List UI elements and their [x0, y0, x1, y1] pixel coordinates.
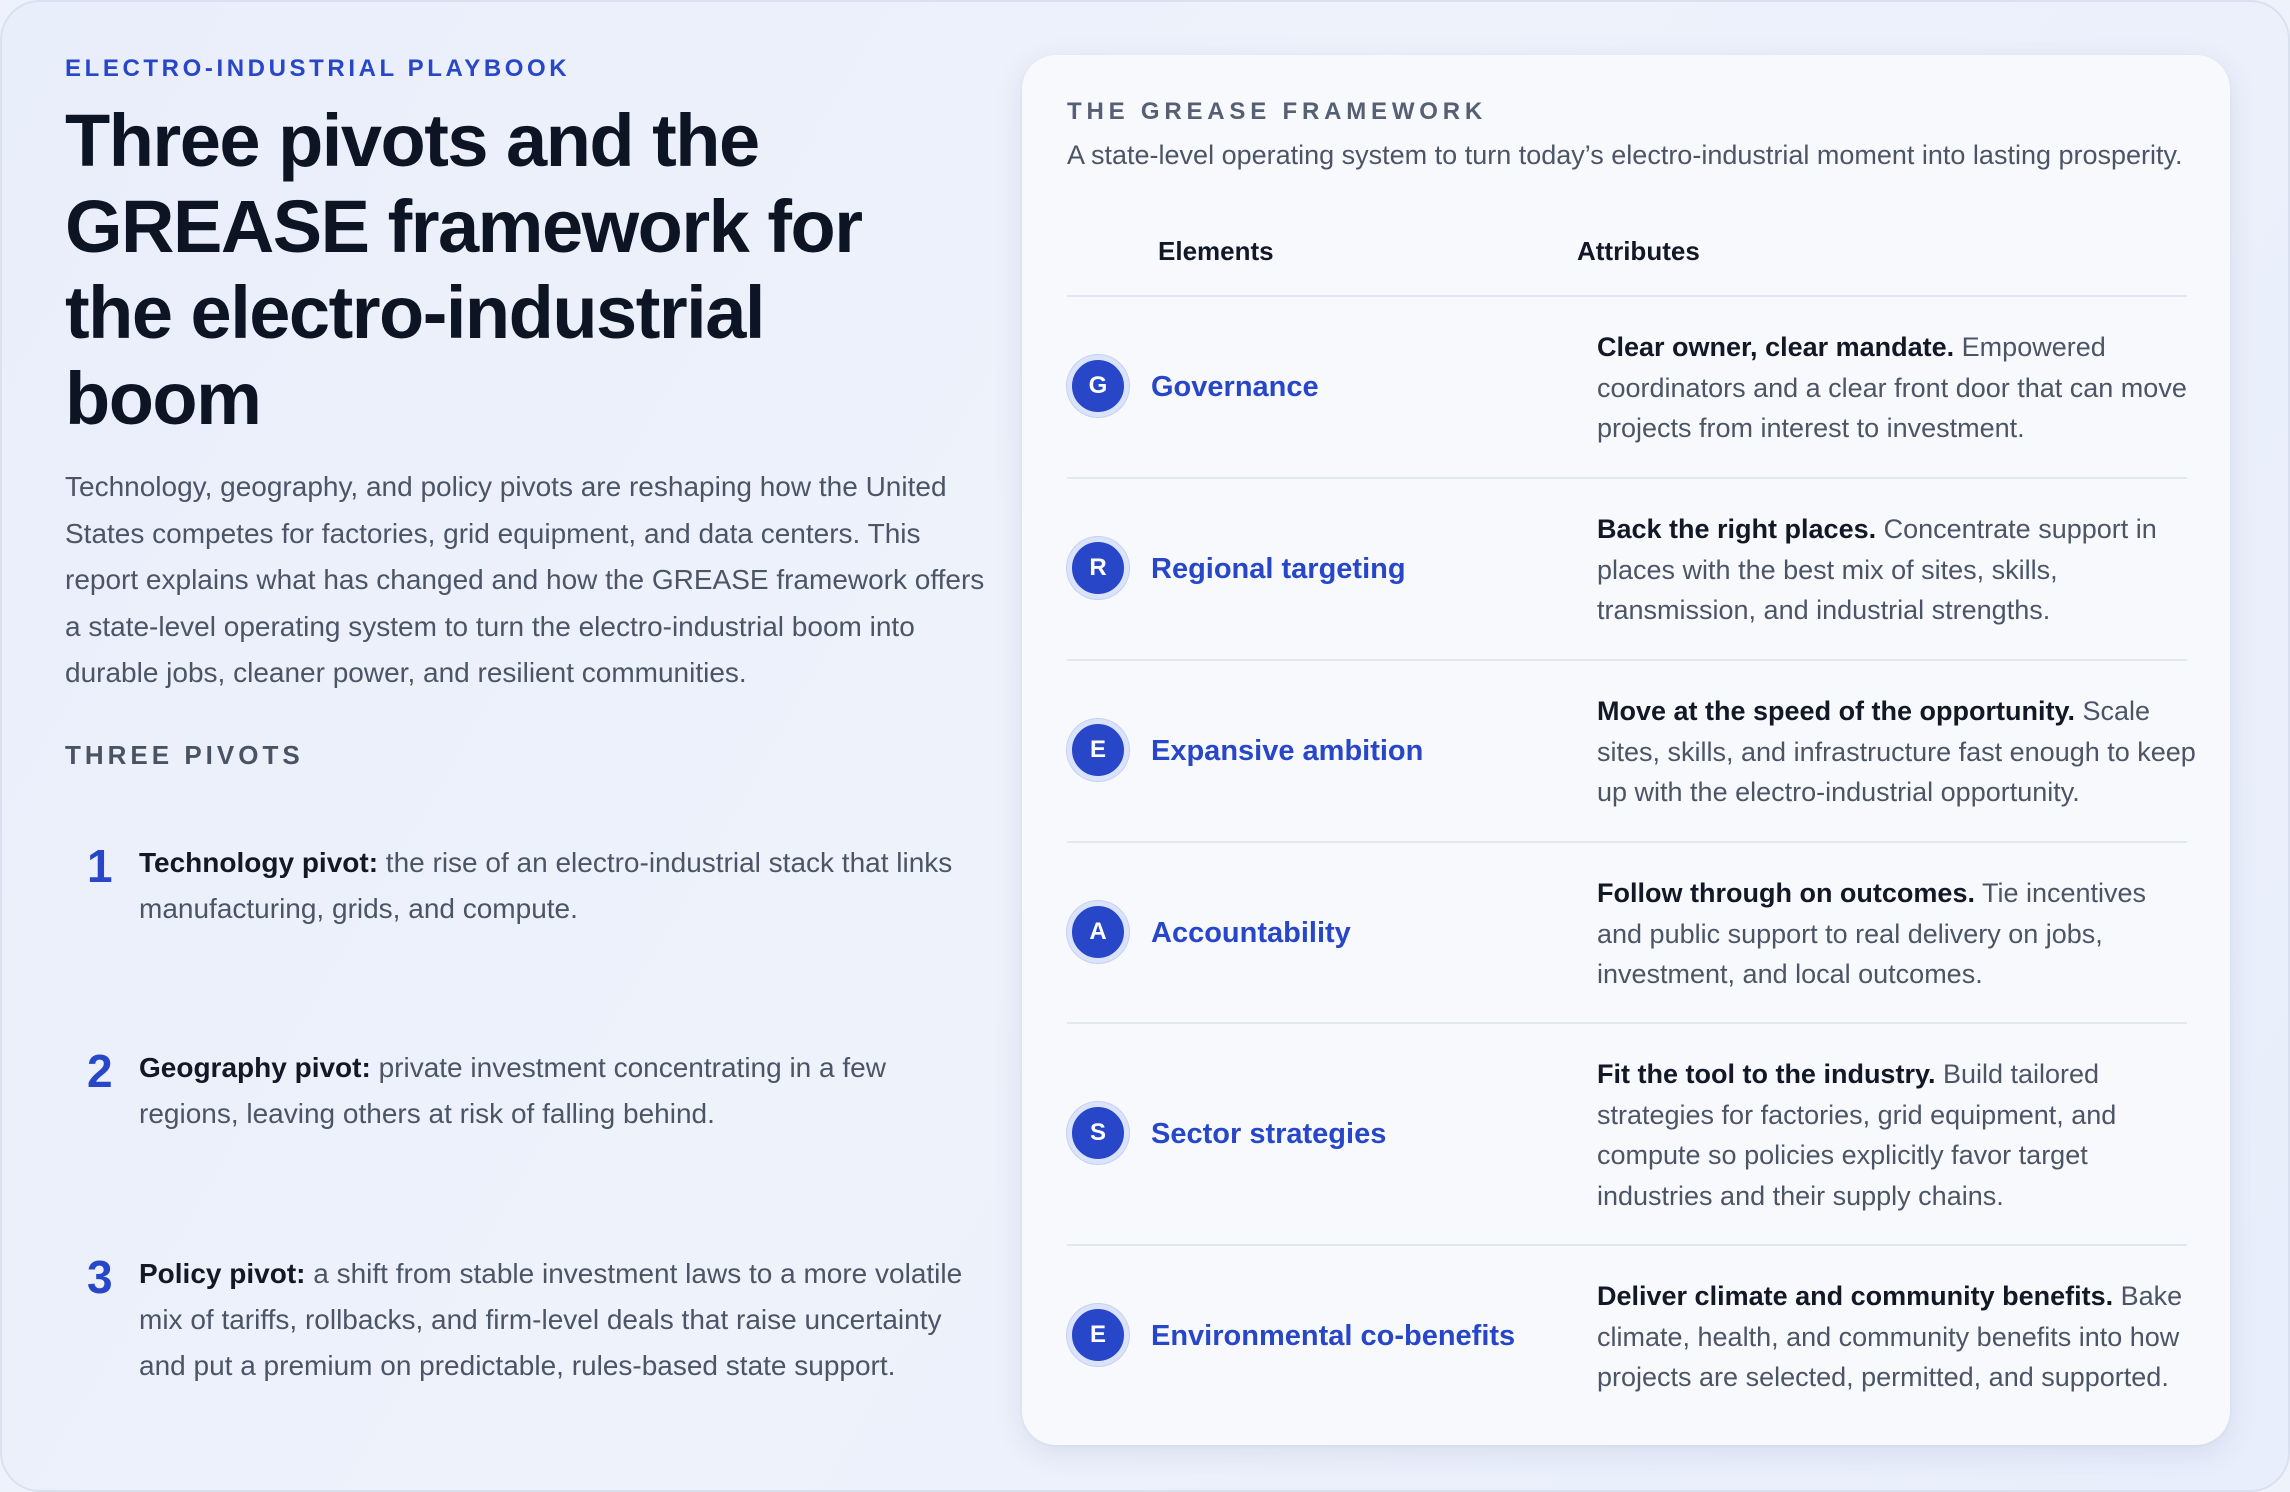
pivot-body: the rise of an electro-industrial stack that links manufacturing, grids, and compute. [139, 847, 953, 924]
element-name: Accountability [1151, 917, 1351, 949]
panel-subtitle: A state-level operating system to turn today’s electro-industrial moment into lasting prosperity. [1067, 140, 2183, 170]
letter-badge: S [1067, 1102, 1129, 1164]
element-attribute [1597, 509, 2197, 631]
left-column [65, 54, 985, 771]
grease-framework-panel [1022, 55, 2230, 1445]
pivot-number: 3 [87, 1251, 113, 1303]
element-attribute [1597, 873, 2197, 995]
pivot-text [139, 1045, 969, 1137]
attribute-lead: Follow through on outcomes. [1597, 878, 1975, 908]
attribute-body: Concentrate support in places with the best mix of sites, skills, transmission, and industrial strengths. [1597, 514, 2157, 625]
table-row-sector-strategies [1067, 1022, 2187, 1244]
pivot-lead: Technology pivot: [139, 847, 379, 878]
pivot-lead: Policy pivot: [139, 1258, 306, 1289]
element-name: Regional targeting [1151, 553, 1406, 585]
element-name: Environmental co-benefits [1151, 1320, 1516, 1352]
pivot-text [139, 1251, 969, 1389]
attribute-body: Bake climate, health, and community benefits into how projects are selected, permitted, and supported. [1597, 1281, 2183, 1392]
element-attribute [1597, 691, 2197, 813]
intro-paragraph: Technology, geography, and policy pivots are reshaping how the United States competes for factories, grid equipment, and data centers. This report explains what has changed and how the GREASE framework offers a state-level operating system to turn the electro-industrial boom into durable jobs, cleaner power, and resilient communities. [65, 471, 985, 688]
table-row-environmental-co-benefits [1067, 1244, 2187, 1426]
attribute-body: Scale sites, skills, and infrastructure fast enough to keep up with the electro-industrial opportunity. [1597, 696, 2196, 807]
letter-badge: A [1067, 901, 1129, 963]
attribute-lead: Move at the speed of the opportunity. [1597, 696, 2076, 726]
element-name: Expansive ambition [1151, 735, 1424, 767]
element-attribute [1597, 1054, 2197, 1216]
pivot-number: 2 [87, 1045, 113, 1097]
attribute-lead: Back the right places. [1597, 514, 1877, 544]
pivot-body: private investment concentrating in a few regions, leaving others at risk of falling behind. [139, 1052, 886, 1129]
element-name: Governance [1151, 371, 1319, 403]
pivots-section-title: THREE PIVOTS [65, 739, 304, 770]
attribute-body: Tie incentives and public support to real delivery on jobs, investment, and local outcomes. [1597, 878, 2147, 989]
element-attribute [1597, 1276, 2197, 1398]
page-title: Three pivots and the GREASE framework for the electro-industrial boom [65, 99, 862, 440]
attribute-body: Empowered coordinators and a clear front door that can move projects from interest to investment. [1597, 332, 2187, 443]
column-header-elements: Elements [1158, 236, 1274, 266]
element-attribute [1597, 327, 2197, 449]
letter-badge: G [1067, 355, 1129, 417]
attribute-lead: Deliver climate and community benefits. [1597, 1281, 2114, 1311]
table-row-accountability [1067, 841, 2187, 1022]
element-name: Sector strategies [1151, 1118, 1387, 1150]
attribute-lead: Fit the tool to the industry. [1597, 1059, 1936, 1089]
table-row-expansive-ambition [1067, 659, 2196, 841]
attribute-lead: Clear owner, clear mandate. [1597, 332, 1955, 362]
panel-eyebrow: THE GREASE FRAMEWORK [1067, 98, 1487, 125]
attribute-body: Build tailored strategies for factories, grid equipment, and compute so policies explicitly favor target industries and their supply chains. [1597, 1059, 2117, 1211]
table-row-regional-targeting [1067, 477, 2187, 659]
pivot-body: a shift from stable investment laws to a more volatile mix of tariffs, rollbacks, and firm-level deals that raise uncertainty and put a premium on predictable, rules-based state support. [139, 1258, 963, 1381]
pivot-lead: Geography pivot: [139, 1052, 371, 1083]
pivot-number: 1 [87, 840, 113, 892]
letter-badge: E [1067, 719, 1129, 781]
letter-badge: E [1067, 1304, 1129, 1366]
letter-badge: R [1067, 537, 1129, 599]
table-row-governance [1067, 295, 2187, 477]
pivot-text [139, 840, 969, 932]
column-header-attributes: Attributes [1577, 236, 1700, 266]
eyebrow: ELECTRO-INDUSTRIAL PLAYBOOK [65, 55, 571, 82]
